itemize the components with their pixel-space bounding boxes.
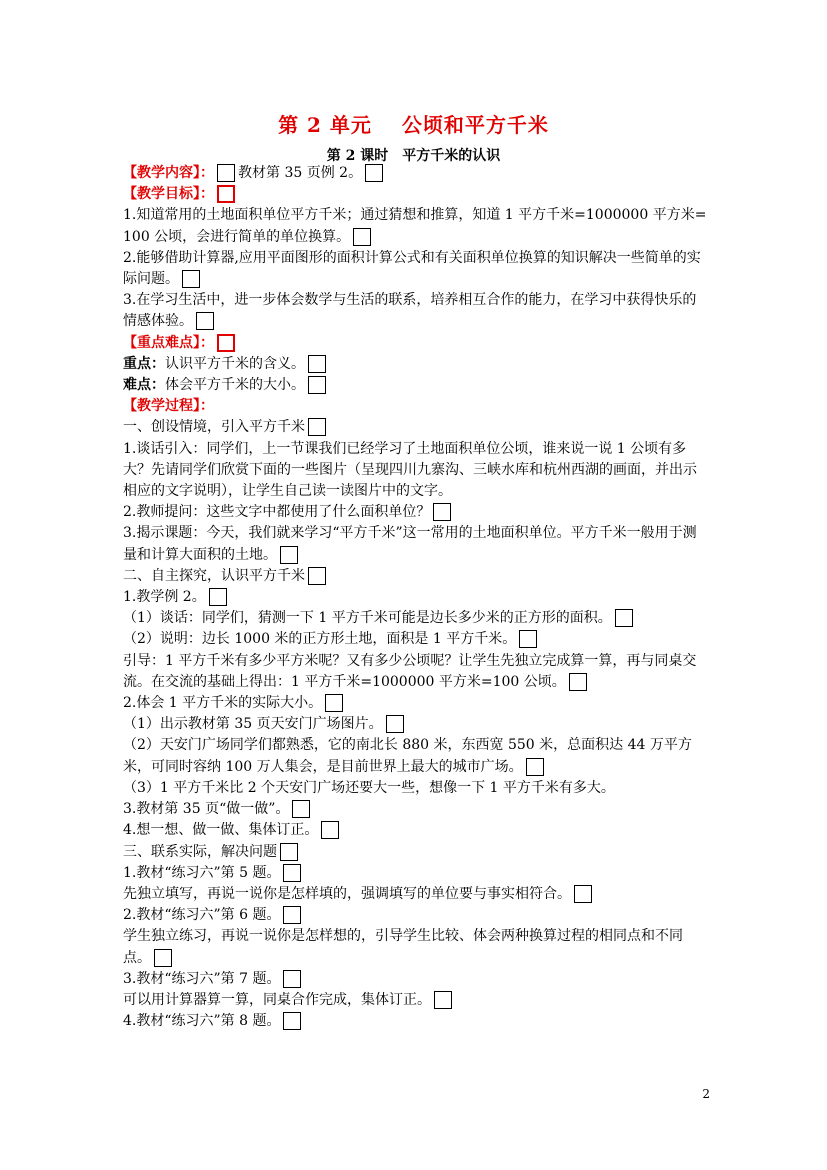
- checkbox-icon: [283, 906, 301, 924]
- line-text: （1）谈话：同学们，猜测一下 1 平方千米可能是边长多少米的正方形的面积。: [123, 610, 612, 627]
- page-number: 2: [702, 1087, 710, 1101]
- checkbox-icon: [308, 418, 326, 436]
- checkbox-icon: [196, 312, 214, 330]
- line-text: 1.知道常用的土地面积单位平方千米；通过猜想和推算，知道 1 平方千米=1000000 平方米=100 公顷，会进行简单的单位换算。: [123, 207, 707, 245]
- line-text: 3.教材“练习六”第 7 题。: [123, 970, 281, 987]
- checkbox-icon: [574, 885, 592, 903]
- checkbox-icon: [353, 228, 371, 246]
- checkbox-icon: [292, 800, 310, 818]
- line-text: 引导：1 平方千米有多少平方米呢？又有多少公顷呢？让学生先独立完成算一算，再与同桌交流。在交流的基础上得出：1 平方千米=1000000 平方米=100 公顷。: [123, 652, 697, 690]
- checkbox-icon: [154, 949, 172, 967]
- line-text: 2.能够借助计算器,应用平面图形的面积计算公式和有关面积单位换算的知识解决一些简单的实际问题。: [123, 249, 701, 288]
- line-text: 3.教材第 35 页“做一做”。: [123, 801, 290, 818]
- checkbox-icon: [217, 185, 235, 203]
- line-text: 2.体会 1 平方千米的实际大小。: [123, 695, 323, 712]
- line-text: （3）1 平方千米比 2 个天安门广场还要大一些，想像一下 1 平方千米有多大。: [123, 779, 615, 796]
- checkbox-icon: [434, 991, 452, 1009]
- text-line: [123, 799, 708, 820]
- text-line: [123, 396, 708, 417]
- checkbox-icon: [283, 1012, 301, 1030]
- line-text: 2.教师提问：这些文字中都使用了什么面积单位？: [123, 504, 431, 521]
- text-line: [123, 990, 708, 1011]
- text-line: [123, 417, 708, 438]
- line-text: 先独立填写，再说一说你是怎样填的，强调填写的单位要与事实相符合。: [123, 885, 571, 902]
- checkbox-icon: [182, 270, 200, 288]
- section-label: 【教学目标】：: [123, 186, 214, 203]
- checkbox-icon: [217, 164, 235, 182]
- text-line: [123, 375, 708, 396]
- checkbox-icon: [283, 864, 301, 882]
- text-line: [123, 778, 708, 799]
- text-line: [123, 905, 708, 926]
- text-line: [123, 969, 708, 990]
- line-text: 二、自主探究，认识平方千米: [123, 567, 305, 584]
- text-line: [123, 693, 708, 714]
- section-label: 【教学过程】：: [123, 398, 214, 415]
- text-line: [123, 163, 708, 184]
- checkbox-icon: [386, 715, 404, 733]
- checkbox-icon: [209, 588, 227, 606]
- line-text: 4.教材“练习六”第 8 题。: [123, 1013, 281, 1030]
- line-text: （2）说明：边长 1000 米的正方形土地，面积是 1 平方千米。: [123, 631, 517, 648]
- checkbox-icon: [519, 630, 537, 648]
- checkbox-icon: [365, 164, 383, 182]
- title-topic: 公顷和平方千米: [401, 113, 549, 137]
- text-line: [123, 354, 708, 375]
- line-text: 可以用计算器算一算，同桌合作完成，集体订正。: [123, 991, 431, 1008]
- checkbox-icon: [308, 355, 326, 373]
- section-label: 【重点难点】：: [123, 334, 214, 351]
- text-line: [123, 735, 708, 777]
- text-line: [123, 566, 708, 587]
- checkbox-icon: [308, 567, 326, 585]
- text-line: [123, 820, 708, 841]
- line-text: 一、创设情境，引入平方千米: [123, 419, 305, 436]
- line-text: （2）天安门广场同学们都熟悉，它的南北长 880 米，东西宽 550 米，总面积达 44 万平方米，可同时容纳 100 万人集会，是目前世界上最大的城市广场。: [123, 737, 692, 775]
- checkbox-icon: [569, 673, 587, 691]
- checkbox-icon: [321, 821, 339, 839]
- line-text: 1.教学例 2。: [123, 589, 206, 606]
- text-line: [123, 1011, 708, 1032]
- checkbox-icon: [308, 376, 326, 394]
- line-text: 4.想一想、做一做、集体订正。: [123, 822, 319, 839]
- text-line: [123, 651, 708, 693]
- text-line: [123, 714, 708, 735]
- checkbox-icon: [615, 609, 633, 627]
- text-line: [123, 863, 708, 884]
- checkbox-icon: [433, 503, 451, 521]
- lesson-body: [123, 163, 708, 1032]
- text-line: [123, 248, 708, 290]
- line-text: 认识平方千米的含义。: [165, 355, 305, 372]
- text-line: [123, 629, 708, 650]
- subtitle-lesson: 第 2 课时: [326, 148, 389, 164]
- text-line: [123, 587, 708, 608]
- lesson-subtitle: [0, 145, 827, 165]
- line-text: 3.揭示课题：今天，我们就来学习“平方千米”这一常用的土地面积单位。平方千米一般用于测量和计算大面积的土地。: [123, 525, 697, 563]
- text-line: [123, 290, 708, 332]
- line-text: 体会平方千米的大小。: [165, 377, 305, 394]
- checkbox-icon: [280, 843, 298, 861]
- text-line: [123, 439, 708, 503]
- text-line: [123, 884, 708, 905]
- emphasis-label: 重点：: [123, 355, 165, 372]
- checkbox-icon: [283, 970, 301, 988]
- text-line: [123, 926, 708, 968]
- subtitle-topic: 平方千米的认识: [402, 148, 501, 164]
- line-text: 1.谈话引入：同学们，上一节课我们已经学习了土地面积单位公顷，谁来说一说 1 公顷有多大？先请同学们欣赏下面的一些图片（呈现四川九寨沟、三峡水库和杭州西湖的画面，并出示相应的文字说明），让学生自己读一读图片中的文字。: [123, 440, 697, 500]
- line-text: 教材第 35 页例 2。: [238, 165, 363, 181]
- checkbox-icon: [325, 694, 343, 712]
- text-line: [123, 205, 708, 247]
- checkbox-icon: [526, 758, 544, 776]
- page-title: [0, 109, 827, 138]
- line-text: 1.教材“练习六”第 5 题。: [123, 864, 281, 881]
- text-line: [123, 184, 708, 205]
- line-text: 2.教材“练习六”第 6 题。: [123, 907, 281, 924]
- line-text: （1）出示教材第 35 页天安门广场图片。: [123, 716, 383, 733]
- text-line: [123, 842, 708, 863]
- section-label: 【教学内容】：: [123, 165, 214, 181]
- text-line: [123, 608, 708, 629]
- title-unit: 第 2 单元: [278, 113, 372, 137]
- checkbox-icon: [217, 334, 235, 352]
- text-line: [123, 523, 708, 565]
- text-line: [123, 333, 708, 354]
- line-text: 3.在学习生活中，进一步体会数学与生活的联系，培养相互合作的能力，在学习中获得快乐的情感体验。: [123, 292, 697, 330]
- emphasis-label: 难点：: [123, 377, 165, 394]
- checkbox-icon: [280, 546, 298, 564]
- line-text: 学生独立练习，再说一说你是怎样想的，引导学生比较、体会两种换算过程的相同点和不同点。: [123, 928, 683, 966]
- text-line: [123, 502, 708, 523]
- line-text: 三、联系实际，解决问题: [123, 843, 277, 860]
